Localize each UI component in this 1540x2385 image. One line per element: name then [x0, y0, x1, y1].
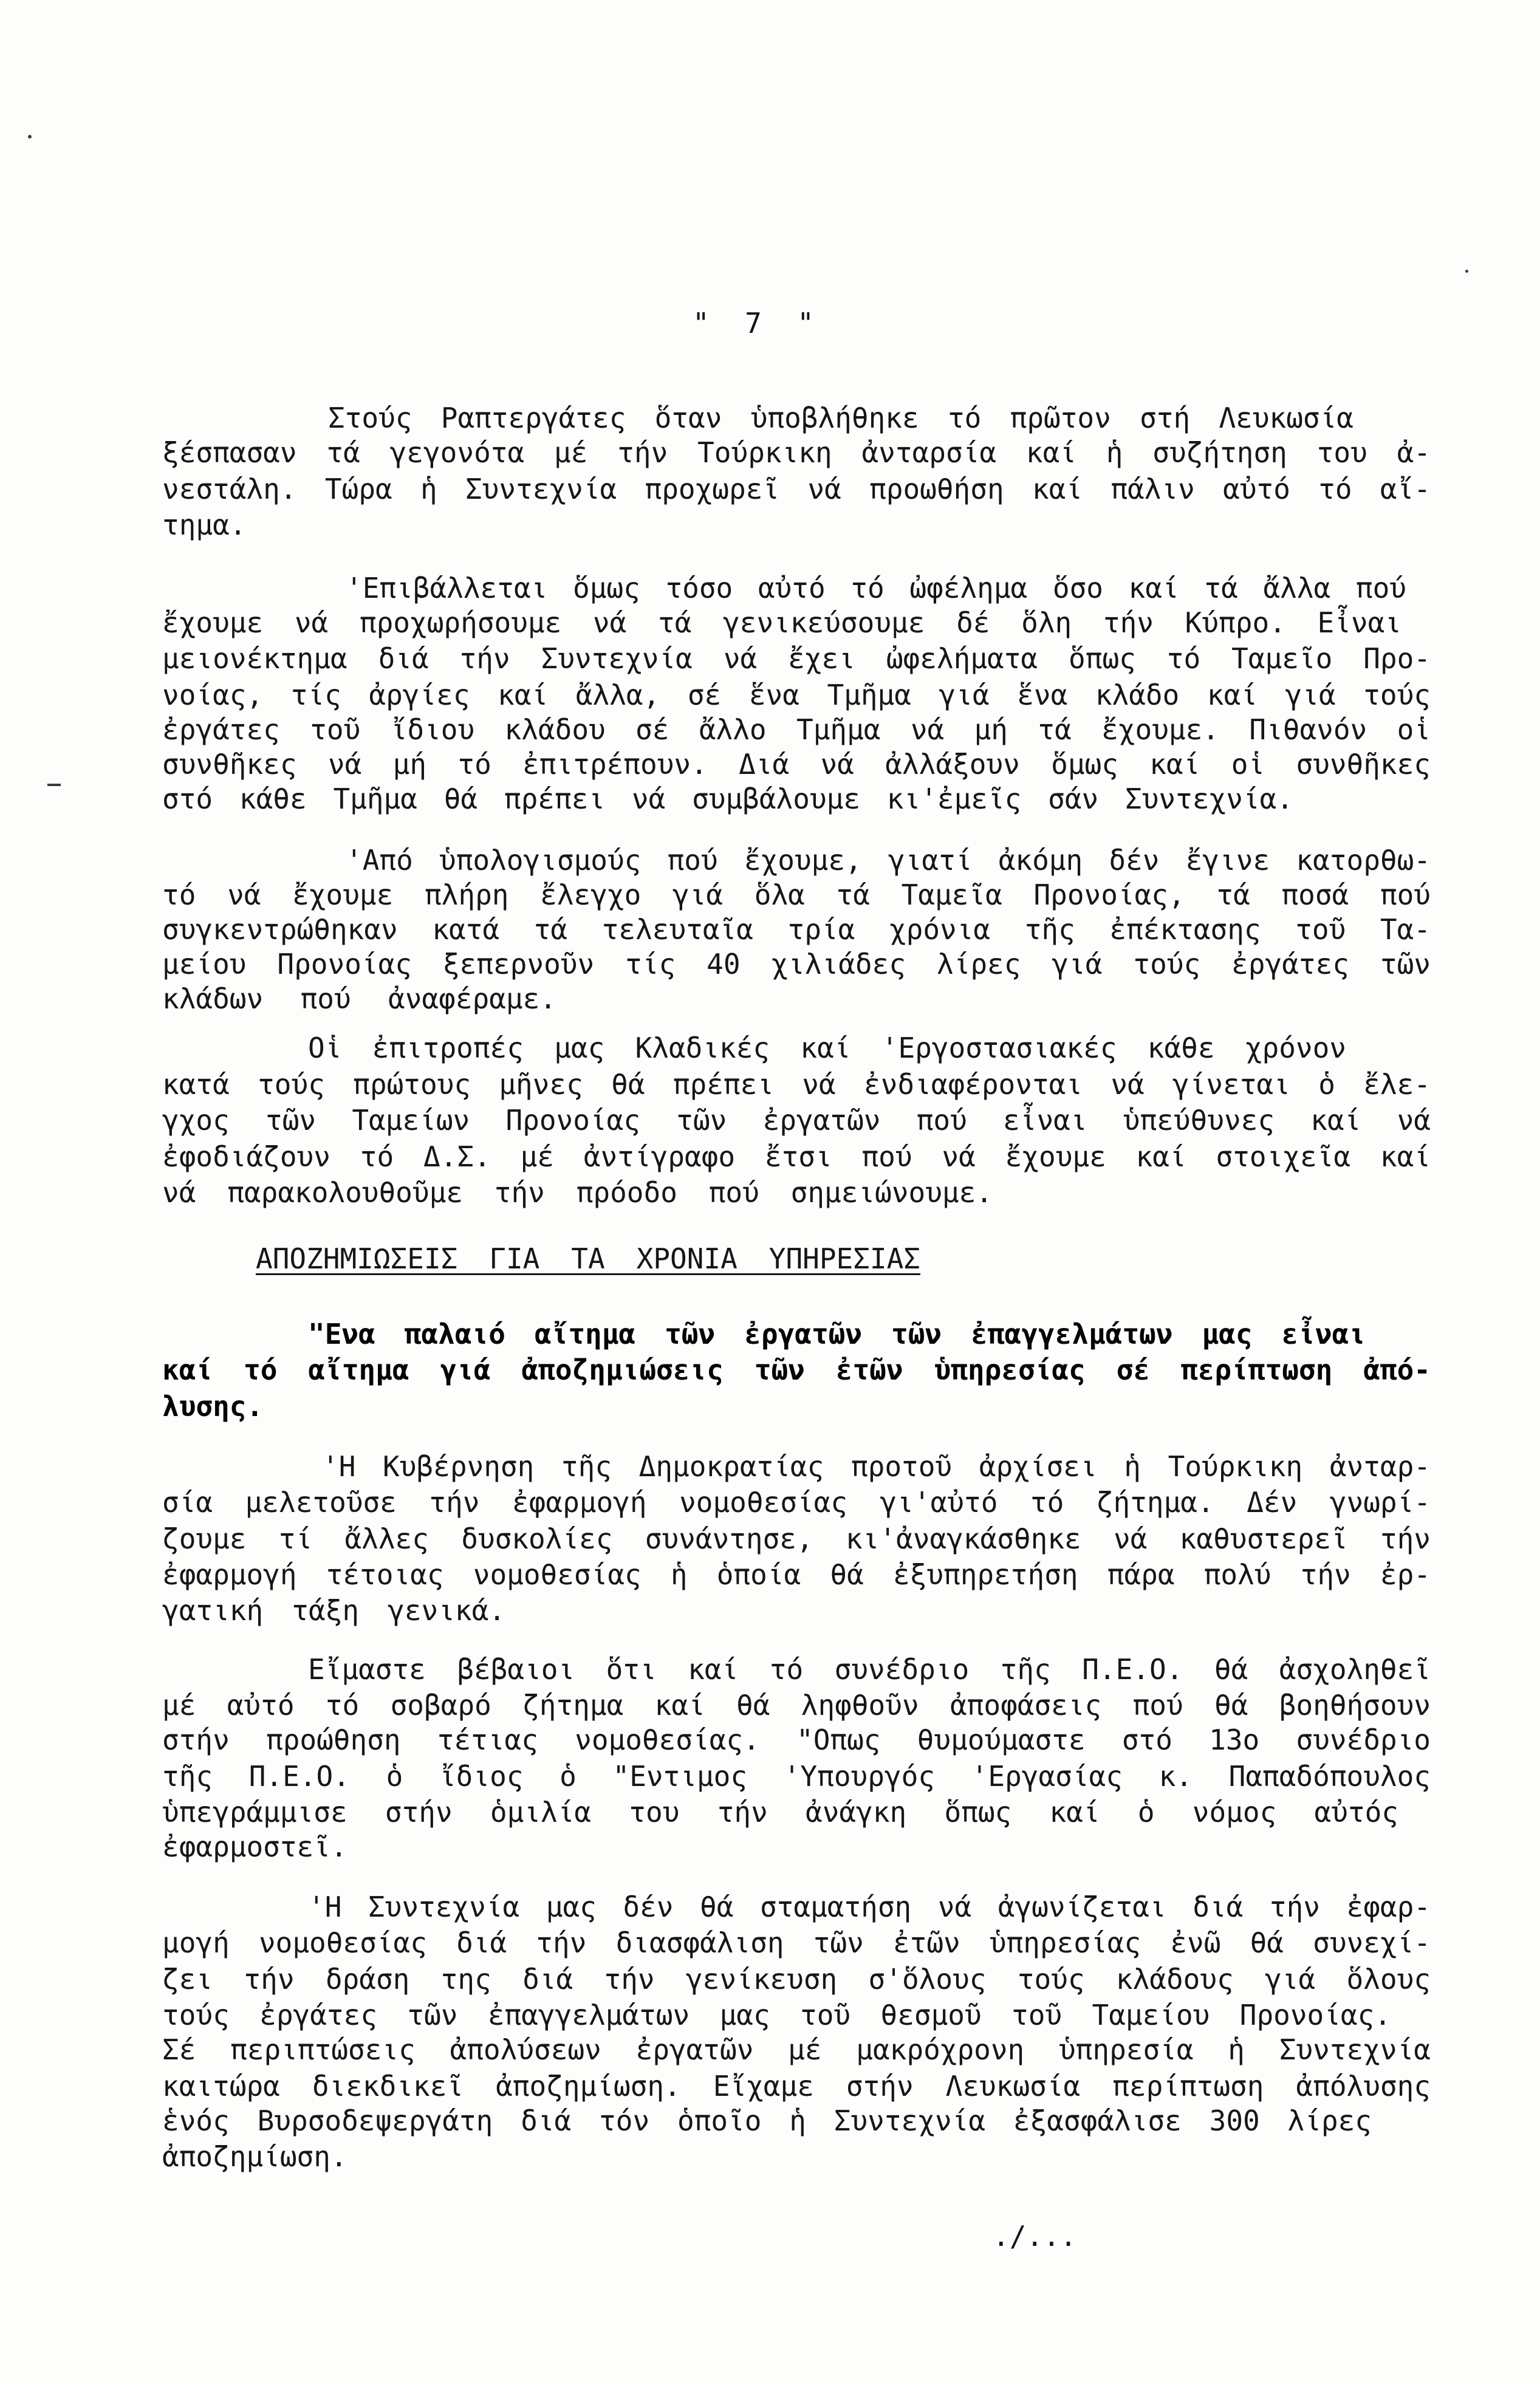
text-line: τό νά ἔχουμε πλήρη ἔλεγχο γιά ὅλα τά Ταμεῖα Προνοίας, τά ποσά πού: [162, 878, 1431, 911]
text-line: "Ενα παλαιό αἴτημα τῶν ἐργατῶν τῶν ἐπαγγελμάτων μας εἶναι: [308, 1318, 1366, 1350]
text-line: τημα.: [162, 508, 247, 541]
text-line: γχος τῶν Ταμείων Προνοίας τῶν ἐργατῶν πού εἶναι ὑπεύθυνες καί νά: [162, 1104, 1431, 1137]
continuation-mark: ./...: [993, 2220, 1077, 2253]
text-line: ὑπεγράμμισε στήν ὁμιλία του τήν ἀνάγκη ὅπως καί ὁ νόμος αὐτός: [162, 1796, 1398, 1829]
text-line: Οἱ ἐπιτροπές μας Κλαδικές καί 'Εργοστασιακές κάθε χρόνον: [308, 1032, 1346, 1064]
text-line: Εἴμαστε βέβαιοι ὅτι καί τό συνέδριο τῆς Π.Ε.Ο. θά ἀσχοληθεῖ: [308, 1653, 1431, 1686]
text-line: ξέσπασαν τά γεγονότα μέ τήν Τούρκικη ἀνταρσία καί ἡ συζήτηση του ἀ-: [162, 436, 1431, 469]
text-line: ἀποζημίωση.: [162, 2140, 347, 2173]
text-line: ἐφοδιάζουν τό Δ.Σ. μέ ἀντίγραφο ἔτσι πού νά ἔχουμε καί στοιχεῖα καί: [162, 1140, 1431, 1173]
text-line: σία μελετοῦσε τήν ἐφαρμογή νομοθεσίας γι'αὐτό τό ζήτημα. Δέν γνωρί-: [162, 1486, 1431, 1519]
margin-mark: [47, 784, 61, 786]
text-line: συνθῆκες νά μή τό ἐπιτρέπουν. Διά νά ἀλλάξουν ὅμως καί οἱ συνθῆκες: [162, 748, 1431, 781]
text-line: ζουμε τί ἄλλες δυσκολίες συνάντησε, κι'ἀναγκάσθηκε νά καθυστερεῖ τήν: [162, 1522, 1431, 1555]
text-line: ἔχουμε νά προχωρήσουμε νά τά γενικεύσουμε δέ ὅλη τήν Κύπρο. Εἶναι: [162, 606, 1401, 639]
text-line: 'Από ὑπολογισμούς πού ἔχουμε, γιατί ἀκόμη δέν ἔγινε κατορθω-: [346, 844, 1431, 877]
text-line: στήν προώθηση τέτιας νομοθεσίας. "Οπως θυμούμαστε στό 13ο συνέδριο: [162, 1723, 1431, 1756]
text-line: μειονέκτημα διά τήν Συντεχνία νά ἔχει ὠφελήματα ὅπως τό Ταμεῖο Προ-: [162, 642, 1431, 675]
text-line: νά παρακολουθοῦμε τήν πρόοδο πού σημειώνουμε.: [162, 1176, 993, 1209]
text-line: ἐφαρμοστεῖ.: [162, 1830, 347, 1863]
text-line: στό κάθε Τμῆμα θά πρέπει νά συμβάλουμε κι'ἐμεῖς σάν Συντεχνία.: [162, 782, 1293, 815]
page-number: " 7 ": [693, 307, 814, 340]
text-line: καιτώρα διεκδικεῖ ἀποζημίωση. Εἴχαμε στήν Λευκωσία περίπτωση ἀπόλυσης: [162, 2070, 1431, 2103]
ink-speck: [28, 135, 32, 139]
text-line: μογή νομοθεσίας διά τήν διασφάλιση τῶν ἐτῶν ὑπηρεσίας ἐνῶ θά συνεχί-: [162, 1926, 1431, 1959]
text-line: συγκεντρώθηκαν κατά τά τελευταῖα τρία χρόνια τῆς ἐπέκτασης τοῦ Τα-: [162, 913, 1431, 946]
text-line: Στούς Ραπτεργάτες ὅταν ὑποβλήθηκε τό πρῶτον στή Λευκωσία: [328, 402, 1353, 434]
section-heading: ΑΠΟΖΗΜΙΩΣΕΙΣ ΓΙΑ ΤΑ ΧΡΟΝΙΑ ΥΠΗΡΕΣΙΑΣ: [256, 1242, 920, 1275]
text-line: ζει τήν δράση της διά τήν γενίκευση σ'ὅλους τούς κλάδους γιά ὅλους: [162, 1963, 1431, 1996]
text-line: μείου Προνοίας ξεπερνοῦν τίς 40 χιλιάδες λίρες γιά τούς ἐργάτες τῶν: [162, 948, 1431, 980]
text-line: γατική τάξη γενικά.: [162, 1594, 505, 1627]
text-line: νεστάλη. Τώρα ἡ Συντεχνία προχωρεῖ νά προωθήση καί πάλιν αὐτό τό αἴ-: [162, 473, 1431, 505]
text-line: ἐργάτες τοῦ ἴδιου κλάδου σέ ἄλλο Τμῆμα νά μή τά ἔχουμε. Πιθανόν οἱ: [162, 713, 1431, 746]
text-line: 'Επιβάλλεται ὅμως τόσο αὐτό τό ὠφέλημα ὅσο καί τά ἄλλα πού: [346, 572, 1406, 604]
text-line: τούς ἐργάτες τῶν ἐπαγγελμάτων μας τοῦ θεσμοῦ τοῦ Ταμείου Προνοίας.: [162, 1999, 1391, 2031]
ink-speck: [1465, 270, 1468, 273]
text-line: κατά τούς πρώτους μῆνες θά πρέπει νά ἐνδιαφέρονται νά γίνεται ὁ ἔλε-: [162, 1068, 1431, 1101]
text-line: τῆς Π.Ε.Ο. ὁ ἴδιος ὁ "Εντιμος 'Υπουργός 'Εργασίας κ. Παπαδόπουλος: [162, 1760, 1431, 1793]
text-line: νοίας, τίς ἀργίες καί ἄλλα, σέ ἕνα Τμῆμα γιά ἕνα κλάδο καί γιά τούς: [162, 679, 1431, 711]
text-line: Σέ περιπτώσεις ἀπολύσεων ἐργατῶν μέ μακρόχρονη ὑπηρεσία ἡ Συντεχνία: [162, 2033, 1431, 2066]
text-line: 'Η Κυβέρνηση τῆς Δημοκρατίας προτοῦ ἀρχίσει ἡ Τούρκικη ἀνταρ-: [322, 1450, 1431, 1483]
text-line: κλάδων πού ἀναφέραμε.: [162, 982, 556, 1015]
text-line: ἑνός Βυρσοδεψεργάτη διά τόν ὁποῖο ἡ Συντεχνία ἐξασφάλισε 300 λίρες: [162, 2104, 1372, 2137]
text-line: λυσης.: [162, 1390, 264, 1423]
text-line: 'Η Συντεχνία μας δέν θά σταματήση νά ἀγωνίζεται διά τήν ἐφαρ-: [308, 1891, 1431, 1923]
text-line: μέ αὐτό τό σοβαρό ζήτημα καί θά ληφθοῦν ἀποφάσεις πού θά βοηθήσουν: [162, 1689, 1431, 1722]
text-line: ἐφαρμογή τέτοιας νομοθεσίας ἡ ὁποία θά ἐξυπηρετήση πάρα πολύ τήν ἐρ-: [162, 1558, 1431, 1591]
text-line: καί τό αἴτημα γιά ἀποζημιώσεις τῶν ἐτῶν ὑπηρεσίας σέ περίπτωση ἀπό-: [162, 1353, 1431, 1386]
